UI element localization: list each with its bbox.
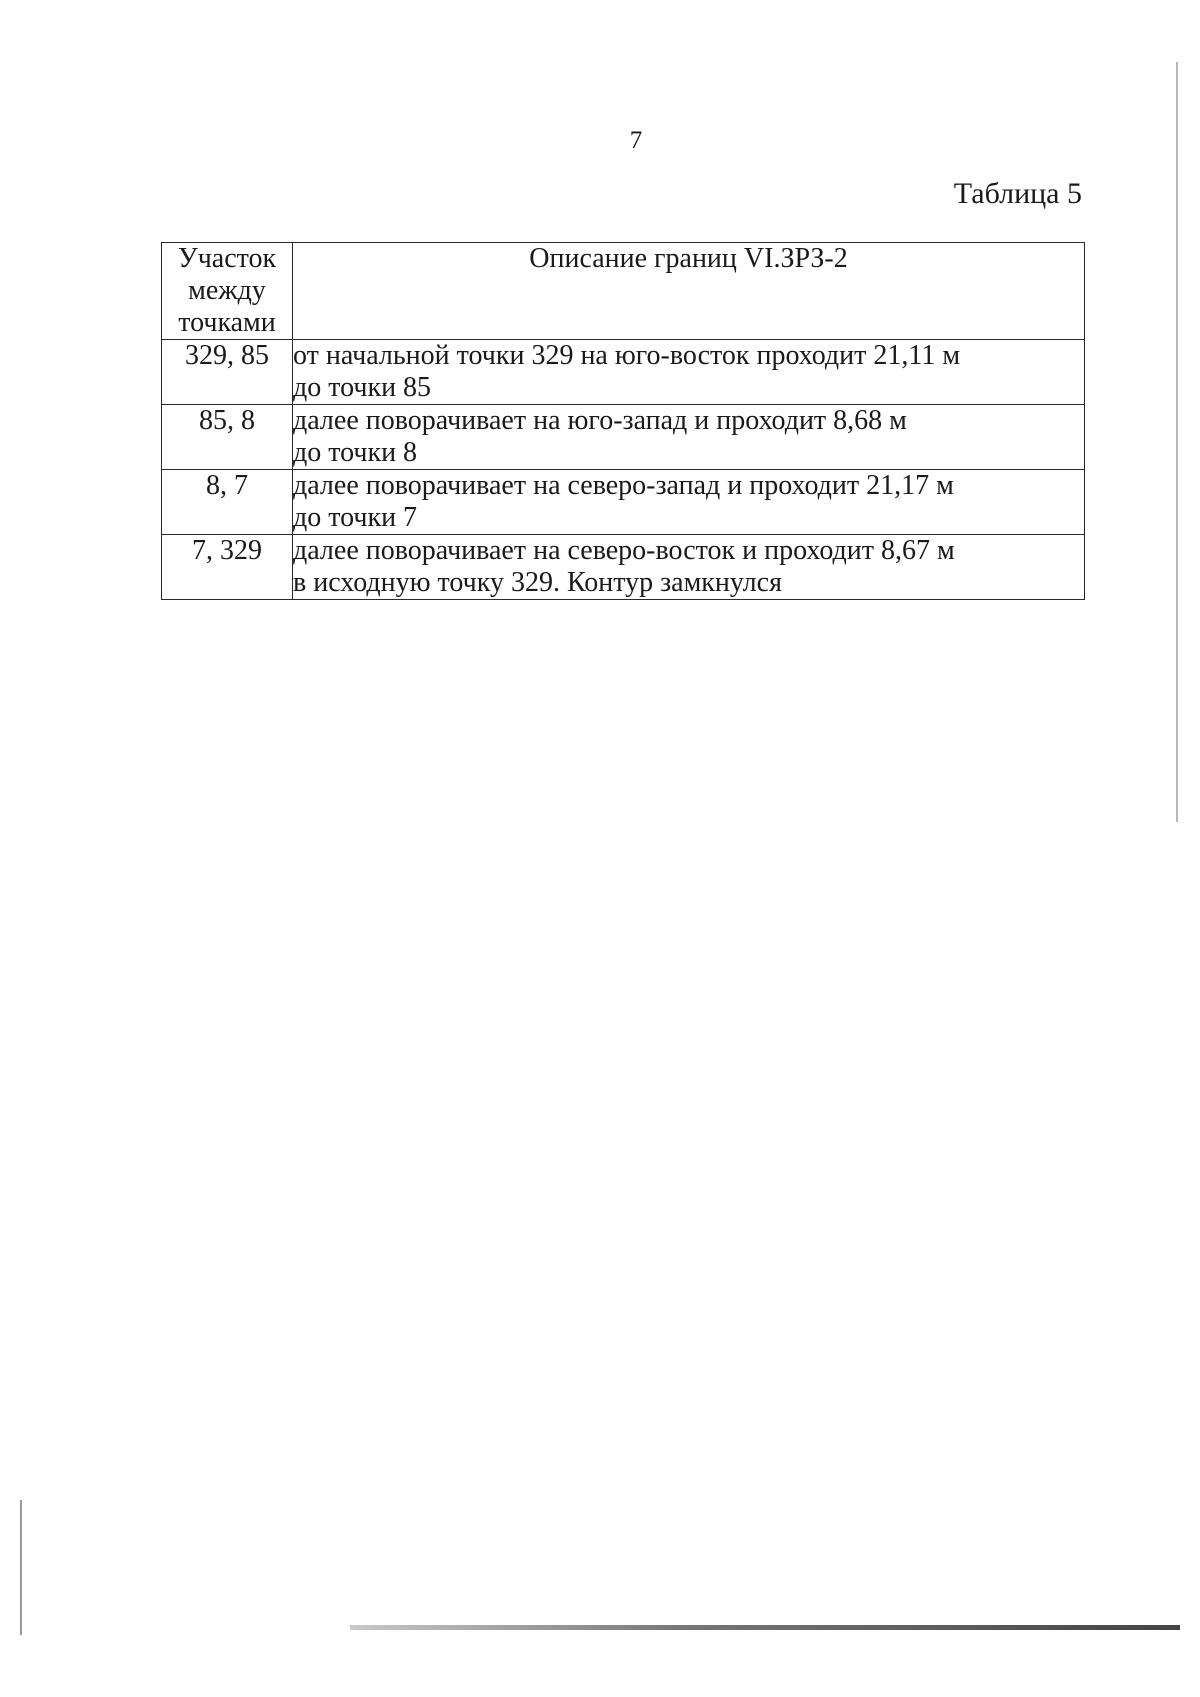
table-row [162,470,1085,535]
scan-edge-left [20,1500,22,1635]
description-line: далее поворачивает на северо-запад и проходит 21,17 м [293,470,954,501]
boundary-description-table [161,242,1085,600]
description-cell [293,470,1085,535]
header-section-line: Участок [177,243,277,274]
section-cell: 8, 7 [162,470,293,535]
page-number: 7 [629,127,643,154]
table-row [162,405,1085,470]
table-caption: Таблица 5 [953,177,1082,210]
table-row [162,340,1085,405]
header-section-line: между [188,275,266,306]
description-line: от начальной точки 329 на юго-восток проходит 21,11 м [293,340,961,371]
table-row [162,535,1085,600]
header-description-cell: Описание границ VI.ЗРЗ-2 [293,243,1085,340]
scan-edge-right [1176,62,1178,822]
scan-edge-bottom [350,1625,1180,1630]
description-cell [293,535,1085,600]
description-line: в исходную точку 329. Контур замкнулся [293,567,782,598]
header-section-cell [162,243,293,340]
description-line: далее поворачивает на юго-запад и проходит 8,68 м [293,405,907,436]
description-line: до точки 8 [293,437,418,468]
section-cell: 329, 85 [162,340,293,405]
description-line: далее поворачивает на северо-восток и проходит 8,67 м [293,535,955,566]
description-cell [293,340,1085,405]
description-cell [293,405,1085,470]
table-header-row [162,243,1085,340]
section-cell: 85, 8 [162,405,293,470]
description-line: до точки 85 [293,372,432,403]
header-section-line: точками [178,307,276,338]
section-cell: 7, 329 [162,535,293,600]
description-line: до точки 7 [293,502,418,533]
